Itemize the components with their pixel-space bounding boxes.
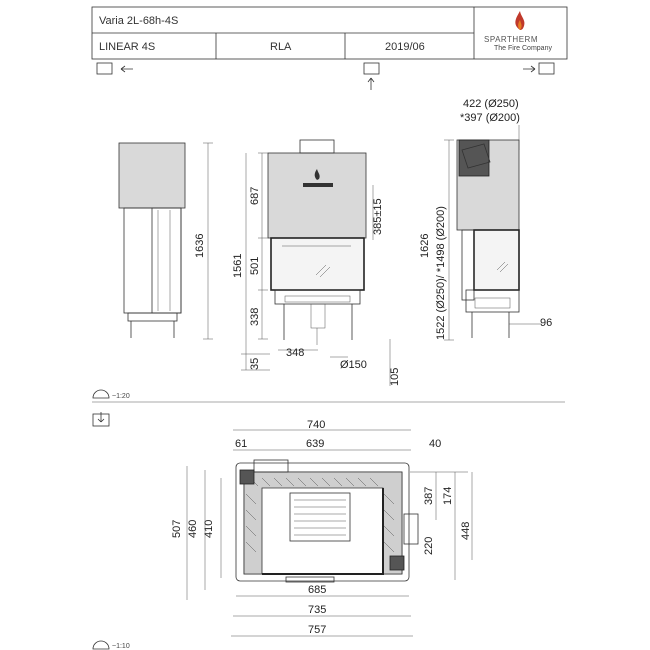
dim-front-foot: 35 — [249, 357, 261, 370]
dim-plan-width-top: 740 — [307, 419, 326, 431]
brand-name: SPARTHERM — [484, 35, 538, 44]
dim-front-upper: 687 — [249, 186, 261, 205]
dim-front-door: 501 — [249, 256, 261, 275]
front-view — [232, 140, 401, 386]
scale-plan-icon — [93, 641, 130, 650]
plan-view — [171, 419, 472, 636]
model-name: Varia 2L-68h-4S — [99, 15, 179, 27]
dim-plan-height-mid: 460 — [187, 519, 199, 538]
dim-plan-inner-width: 639 — [306, 438, 325, 450]
view-direction-right-icon — [523, 63, 554, 74]
spartherm-logo — [484, 11, 552, 52]
firebox-walls — [244, 472, 402, 574]
dim-side-height: 1636 — [194, 233, 206, 258]
plan-view-icon — [93, 412, 109, 426]
dim-plan-220: 220 — [423, 536, 435, 555]
series-name: LINEAR 4S — [99, 41, 156, 53]
brand-tagline: The Fire Company — [494, 45, 552, 52]
dim-right-height-alt: 1522 (Ø250)/ *1498 (Ø200) — [435, 206, 447, 340]
dim-front-depth: 348 — [286, 347, 305, 359]
dim-plan-height-inner: 410 — [203, 519, 215, 538]
dim-plan-387: 387 — [423, 486, 435, 505]
title-block — [92, 7, 567, 59]
scale-front-label: ~1:20 — [112, 393, 130, 400]
dim-right-flue-top: 422 (Ø250) — [463, 98, 519, 110]
dim-plan-174: 174 — [442, 486, 454, 505]
dim-plan-right-offset: 40 — [429, 438, 442, 450]
dim-plan-448: 448 — [460, 521, 472, 540]
view-direction-left-icon — [97, 63, 133, 74]
side-view-right — [419, 98, 552, 340]
dim-front-total-height: 1561 — [232, 253, 244, 278]
dim-right-height: 1626 — [419, 233, 431, 258]
dim-plan-bottom-mid: 735 — [308, 604, 327, 616]
dim-front-side-gap: 385±15 — [372, 198, 384, 235]
dim-front-flue: Ø150 — [340, 359, 367, 371]
dim-plan-bottom-total: 757 — [308, 624, 327, 636]
side-view-left — [119, 143, 213, 339]
dim-front-offset: 105 — [389, 367, 401, 386]
scale-plan-label: ~1:10 — [112, 643, 130, 650]
dim-plan-left-offset: 61 — [235, 438, 248, 450]
scale-front-icon — [93, 390, 130, 400]
dim-plan-height-total: 507 — [171, 519, 183, 538]
revision-date: 2019/06 — [385, 41, 425, 53]
dim-front-lower: 338 — [249, 307, 261, 326]
variant-code: RLA — [270, 41, 292, 53]
dim-plan-bottom-inner: 685 — [308, 584, 327, 596]
dim-right-flue-top-alt: *397 (Ø200) — [460, 112, 520, 124]
view-direction-front-icon — [364, 63, 379, 90]
dim-right-foot-depth: 96 — [540, 317, 553, 329]
